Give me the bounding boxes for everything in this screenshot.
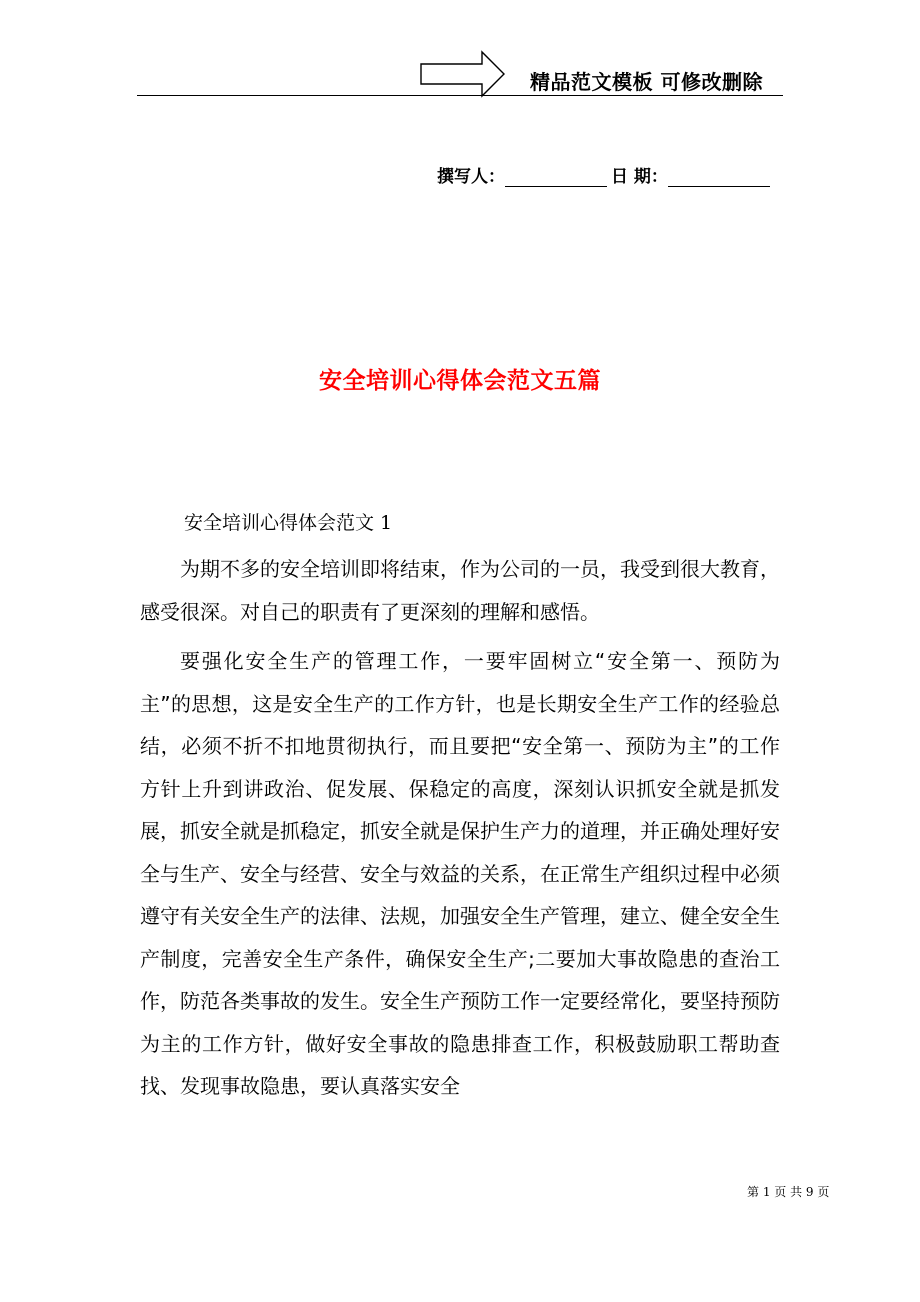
document-body — [140, 548, 780, 1108]
writer-blank-field[interactable] — [505, 168, 607, 187]
section-subtitle: 安全培训心得体会范文 1 — [184, 512, 393, 534]
header-banner: 精品范文模板 可修改删除 — [530, 70, 763, 94]
header-divider — [137, 95, 783, 96]
date-blank-field[interactable] — [668, 168, 770, 187]
author-date-line — [437, 162, 770, 187]
body-paragraph-2: 要强化安全生产的管理工作，一要牢固树立“安全第一、预防为主”的思想，这是安全生产的工作方针，也是长期安全生产工作的经验总结，必须不折不扣地贯彻执行，而且要把“安全第一、预防为主”的工作方针上升到讲政治、促发展、保稳定的高度，深刻认识抓安全就是抓发展，抓安全就是抓稳定，抓安全就是保护生产力的道理，并正确处理好安全与生产、安全与经营、安全与效益的关系，在正常生产组织过程中必须遵守有关安全生产的法律、法规，加强安全生产管理，建立、健全安全生产制度，完善安全生产条件，确保安全生产;二要加大事故隐患的查治工作，防范各类事故的发生。安全生产预防工作一定要经常化，要坚持预防为主的工作方针，做好安全事故的隐患排查工作，积极鼓励职工帮助查找、发现事故隐患，要认真落实安全 — [140, 649, 780, 1098]
document-title: 安全培训心得体会范文五篇 — [319, 368, 601, 394]
body-paragraph-1: 为期不多的安全培训即将结束，作为公司的一员，我受到很大教育，感受很深。对自己的职责有了更深刻的理解和感悟。 — [140, 557, 780, 624]
writer-label: 撰写人： — [437, 167, 505, 187]
date-label: 日 期： — [611, 167, 668, 187]
page-indicator: 第 1 页 共 9 页 — [747, 1185, 830, 1199]
arrow-right-icon — [420, 50, 506, 98]
